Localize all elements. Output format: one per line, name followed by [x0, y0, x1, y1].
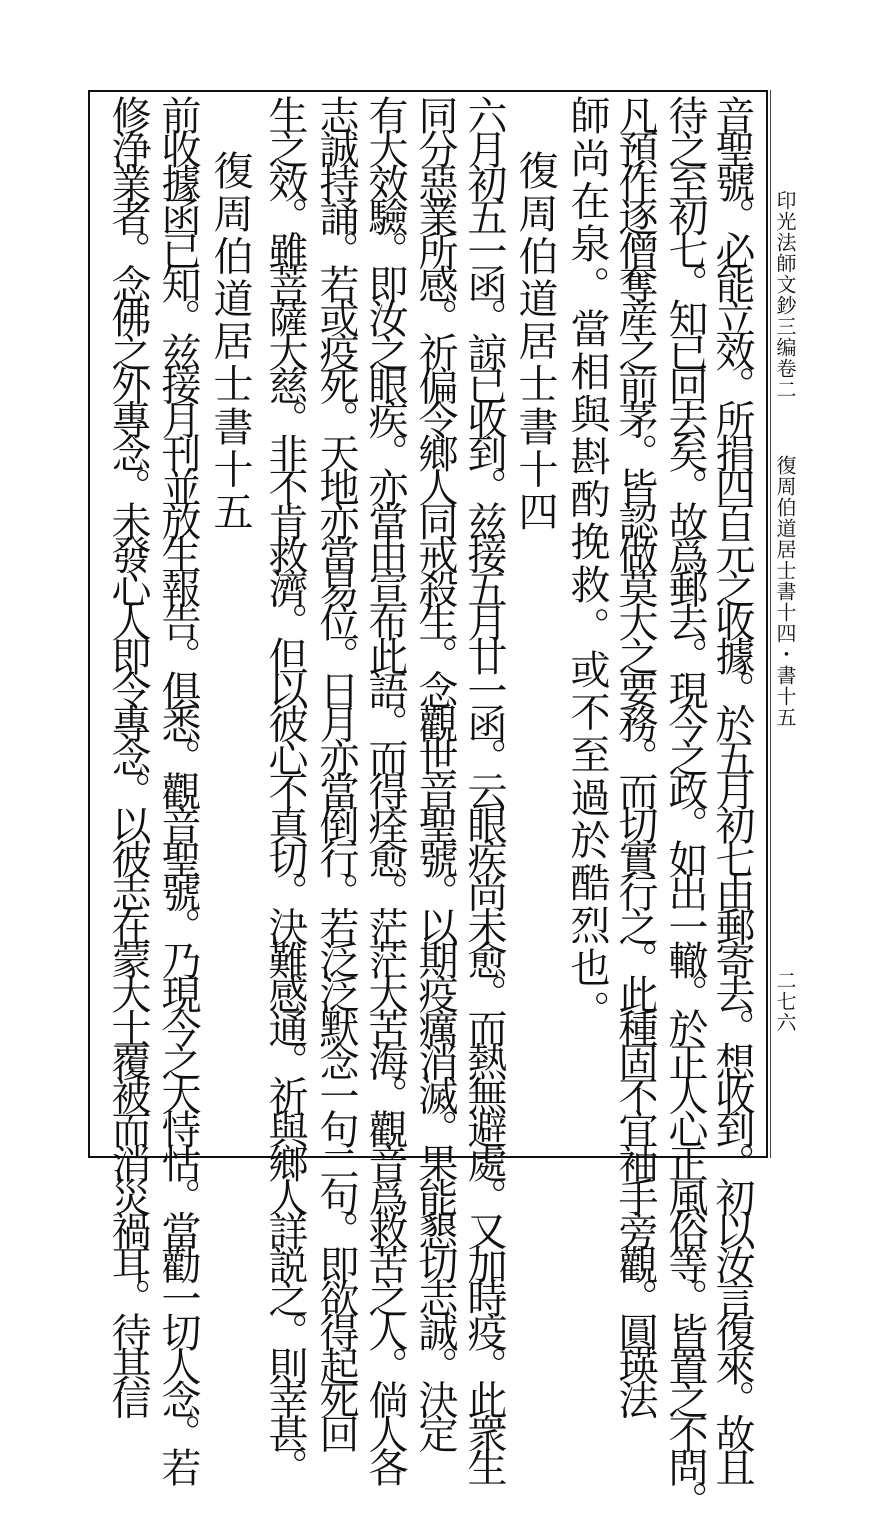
page-number: 二七六 [773, 970, 797, 1033]
running-title: 印光法師文鈔三编卷二 [773, 190, 797, 400]
text-column-12: 前收據函已知。兹接月刊並放生報告。俱悉。觀音聖號。乃現今之大恃怙。當勸一切人念。若 [155, 95, 201, 1481]
text-column-6: 六月初五一函。諒已收到。兹接五月廿一函。云眼疾尚未愈。而熱無避處。又加時疫。此衆生 [461, 95, 507, 1481]
frame-left-rule [88, 90, 90, 1158]
text-column-4: 師尚在泉。當相與斟酌挽救。或不至過於酷烈也。 [564, 95, 610, 1033]
frame-right-rule [766, 90, 768, 1158]
frame-gutter-rule [770, 90, 771, 1158]
section-title: 復周伯道居士書十四・書十五 [773, 455, 797, 728]
text-column-13: 修浄業者。念佛之外專念。未發心人即令專念。以彼志在蒙大士覆被而消災禍耳。待其信 [105, 95, 151, 1414]
text-column-3: 凡預作逐僧奪産之前茅。皆認做莫大之要務。而切實行之。此種固不宜袖手旁觀。圓瑛法 [612, 95, 658, 1414]
text-column-10: 生之效。雖菩薩大慈。非不肯救濟。但以彼心不真切。決難感通。祈與鄉人詳説之。則幸甚。 [262, 95, 308, 1481]
text-column-7: 同分惡業所感。祈偏令鄉人同戒殺生。念觀世音聖號。以期疫癘消滅。果能懇切志誠。決定 [412, 95, 458, 1448]
frame-top-rule [88, 90, 768, 92]
text-column-9: 志誠持誦。若或疫死。天地亦當易位。日月亦當倒行。若泛泛默念一句二句。即欲得起死回 [313, 95, 359, 1448]
text-column-2: 待之至初七。知已回去矣。故爲郵去。現今之政。如出一轍。於正人心正風俗等。皆置之不問。 [662, 95, 708, 1515]
letter-heading-14: 復周伯道居士書十四 [512, 150, 558, 534]
text-column-1: 音聖號。必能立效。所捐四百元之收據。於五月初七由郵寄去。想收到。初以汝言復來。故且 [709, 95, 755, 1481]
text-column-8: 有大效驗。即汝之眼疾。亦當由宣布此語。而得痊愈。茫茫大苦海。觀音爲救苦之人。倘人各 [362, 95, 408, 1481]
letter-heading-15: 復周伯道居士書十五 [207, 150, 253, 534]
